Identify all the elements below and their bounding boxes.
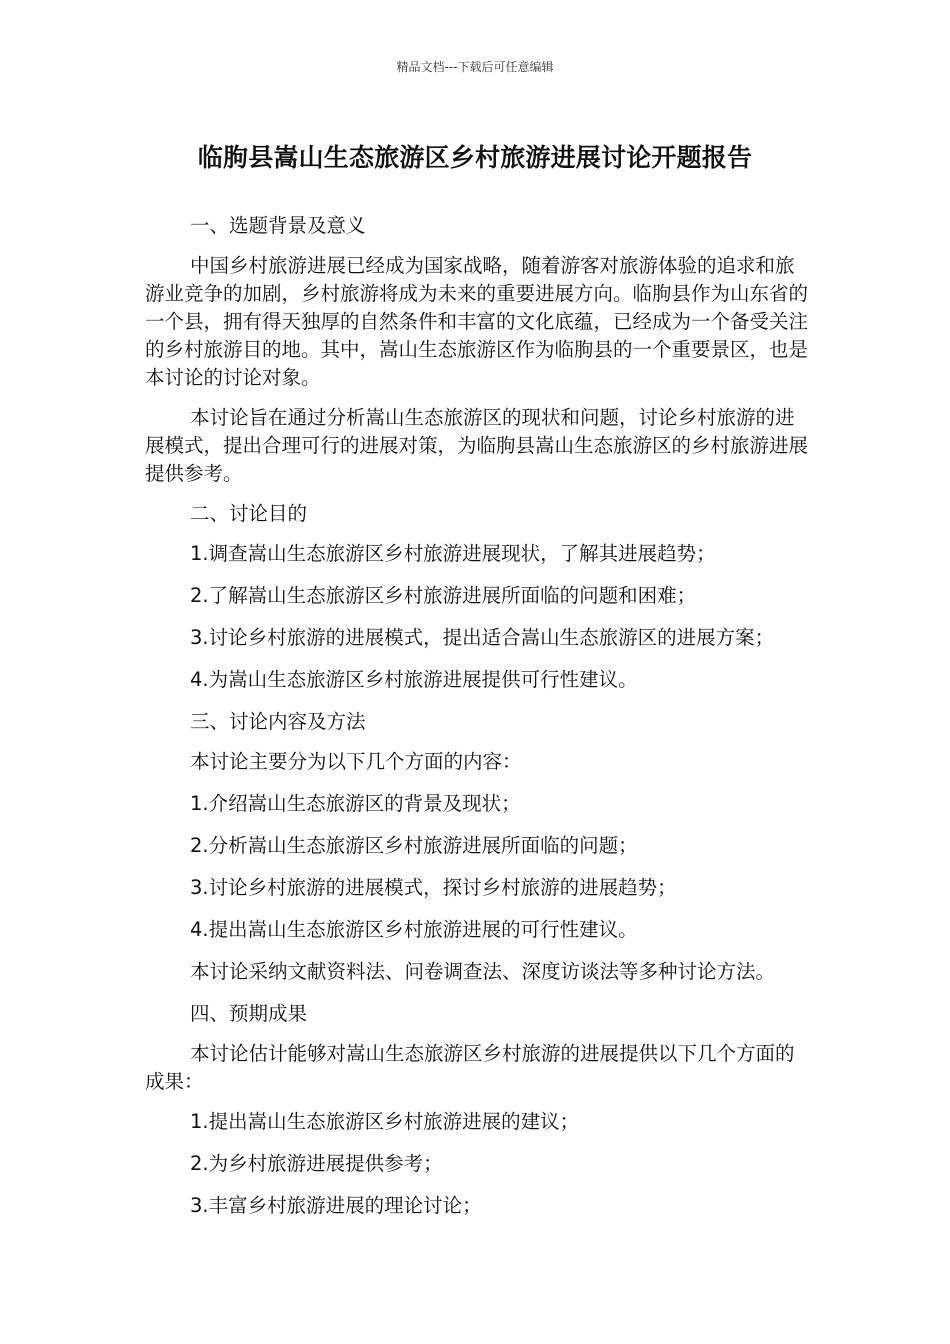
objective-item: 4.为嵩山生态旅游区乡村旅游进展提供可行性建议。: [190, 668, 638, 691]
purpose-paragraph: 本讨论旨在通过分析嵩山生态旅游区的现状和问题，讨论乡村旅游的进展模式，提出合理可行的进展对策，为临朐县嵩山生态旅游区的乡村旅游进展提供参考。: [145, 406, 809, 485]
methods-paragraph: 本讨论采纳文献资料法、问卷调查法、深度访谈法等多种讨论方法。: [190, 960, 776, 983]
content-item: 1.介绍嵩山生态旅游区的背景及现状；: [190, 792, 521, 815]
section-heading-objectives: 二、讨论目的: [190, 502, 308, 525]
objective-item: 1.调查嵩山生态旅游区乡村旅游进展现状，了解其进展趋势；: [190, 542, 716, 565]
document-body: [145, 212, 810, 1234]
section-heading-background: 一、选题背景及意义: [190, 214, 366, 237]
background-paragraph: 中国乡村旅游进展已经成为国家战略，随着游客对旅游体验的追求和旅游业竞争的加剧，乡村旅游将成为未来的重要进展方向。临朐县作为山东省的一个县，拥有得天独厚的自然条件和丰富的文化底蕴，已经成为一个备受关注的乡村旅游目的地。其中，嵩山生态旅游区作为临朐县的一个重要景区，也是本讨论的讨论对象。: [145, 254, 809, 389]
document-title: 临朐县嵩山生态旅游区乡村旅游进展讨论开题报告: [197, 143, 753, 172]
result-item: 1.提出嵩山生态旅游区乡村旅游进展的建议；: [190, 1110, 580, 1133]
objective-item: 2.了解嵩山生态旅游区乡村旅游进展所面临的问题和困难；: [190, 584, 697, 607]
objective-item: 3.讨论乡村旅游的进展模式，提出适合嵩山生态旅游区的进展方案；: [190, 626, 775, 649]
content-item: 3.讨论乡村旅游的进展模式，探讨乡村旅游的进展趋势；: [190, 876, 677, 899]
content-item: 4.提出嵩山生态旅游区乡村旅游进展的可行性建议。: [190, 918, 638, 941]
section-heading-content-methods: 三、讨论内容及方法: [190, 710, 366, 733]
results-intro: 本讨论估计能够对嵩山生态旅游区乡村旅游的进展提供以下几个方面的成果：: [145, 1042, 795, 1093]
section-heading-expected-results: 四、预期成果: [190, 1002, 308, 1025]
header-note: 精品文档---下载后可任意编辑: [396, 60, 554, 74]
result-item: 3.丰富乡村旅游进展的理论讨论；: [190, 1194, 482, 1217]
content-intro: 本讨论主要分为以下几个方面的内容：: [190, 750, 522, 773]
content-item: 2.分析嵩山生态旅游区乡村旅游进展所面临的问题；: [190, 834, 638, 857]
result-item: 2.为乡村旅游进展提供参考；: [190, 1152, 443, 1175]
